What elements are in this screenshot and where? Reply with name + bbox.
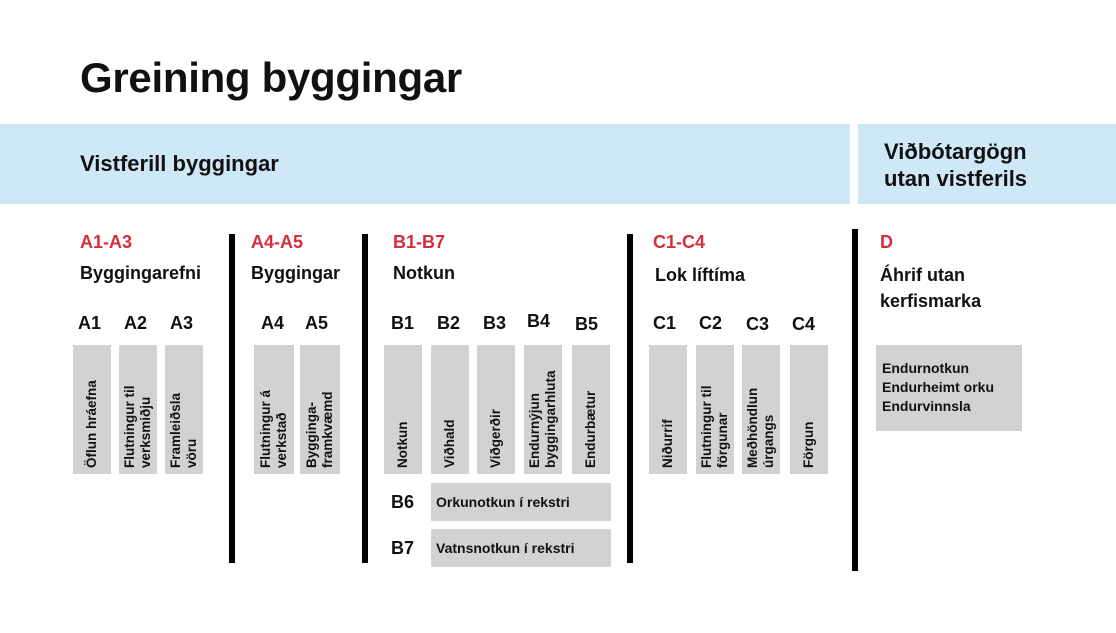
group-code-c1c4: C1-C4 <box>653 232 706 252</box>
supplementary-band-label: Viðbótargögn utan vistferils <box>884 139 1028 191</box>
module-label-a1: Öflun hráefna <box>84 380 99 468</box>
module-code-a2: A2 <box>124 313 148 333</box>
module-box-a3 <box>165 345 203 474</box>
module-code-c1: C1 <box>653 313 677 333</box>
group-heading-a1a3: Byggingarefni <box>80 263 202 283</box>
module-code-b1: B1 <box>391 313 415 333</box>
module-box-b2 <box>431 345 469 474</box>
module-box-c3 <box>742 345 780 474</box>
divider-a3-a4 <box>229 234 235 563</box>
module-box-c2 <box>696 345 734 474</box>
module-label-b1: Notkun <box>395 421 410 468</box>
module-code-a1: A1 <box>78 313 102 333</box>
group-heading-c1c4: Lok líftíma <box>655 265 746 285</box>
group-code-a4a5: A4-A5 <box>251 232 304 252</box>
module-box-a5 <box>300 345 340 474</box>
module-label-c2: Flutningur til förgunar <box>699 385 730 468</box>
group-code-d: D <box>880 232 893 252</box>
module-label-a2: Flutningur til verksmiðju <box>122 385 153 468</box>
module-code-b5: B5 <box>575 314 599 334</box>
module-box-a2 <box>119 345 157 474</box>
module-label-c3: Meðhöndlun úrgangs <box>745 387 776 468</box>
module-code-b3: B3 <box>483 313 507 333</box>
module-box-b5 <box>572 345 610 474</box>
module-label-c4: Förgun <box>801 421 816 468</box>
page-title: Greining byggingar <box>80 54 462 101</box>
module-code-b7: B7 <box>391 538 415 558</box>
module-code-c2: C2 <box>699 313 723 333</box>
module-code-a3: A3 <box>170 313 194 333</box>
module-box-d: Endurnotkun Endurheimt orku Endurvinnsla <box>876 345 1022 431</box>
divider-a5-b1 <box>362 234 368 563</box>
group-code-b1b7: B1-B7 <box>393 232 446 252</box>
module-label-b3: Viðgerðir <box>488 408 503 468</box>
module-code-c4: C4 <box>792 314 816 334</box>
lifecycle-band-label: Vistferill byggingar <box>80 151 279 176</box>
module-label-b2: Viðhald <box>442 419 457 468</box>
module-code-b6: B6 <box>391 492 415 512</box>
module-code-a4: A4 <box>261 313 285 333</box>
module-box-b7: Vatnsnotkun í rekstri <box>431 529 611 567</box>
module-label-a3: Framleiðsla vöru <box>168 392 199 468</box>
module-box-a1 <box>73 345 111 474</box>
module-box-b3 <box>477 345 515 474</box>
module-box-c1 <box>649 345 687 474</box>
module-code-c3: C3 <box>746 314 770 334</box>
module-box-b4 <box>524 345 562 474</box>
module-box-c4 <box>790 345 828 474</box>
module-label-a5: Bygginga- framkvæmd <box>304 391 335 468</box>
module-label-b4: Endurnýjun byggingarhluta <box>527 370 558 468</box>
group-code-a1a3: A1-A3 <box>80 232 133 252</box>
divider-b7-c1 <box>627 234 633 563</box>
divider-c4-d <box>852 229 858 571</box>
module-code-b4: B4 <box>527 311 551 331</box>
group-heading-b1b7: Notkun <box>393 263 455 283</box>
module-label-c1: Niðurrif <box>660 419 675 468</box>
group-heading-d: Áhrif utan kerfismarka <box>880 265 982 311</box>
module-box-b6: Orkunotkun í rekstri <box>431 483 611 521</box>
module-box-b1 <box>384 345 422 474</box>
module-code-b2: B2 <box>437 313 461 333</box>
module-label-a4: Flutningur á verkstað <box>258 390 289 468</box>
module-box-a4 <box>254 345 294 474</box>
module-label-b5: Endurbætur <box>583 390 598 468</box>
module-code-a5: A5 <box>305 313 329 333</box>
group-heading-a4a5: Byggingar <box>251 263 341 283</box>
